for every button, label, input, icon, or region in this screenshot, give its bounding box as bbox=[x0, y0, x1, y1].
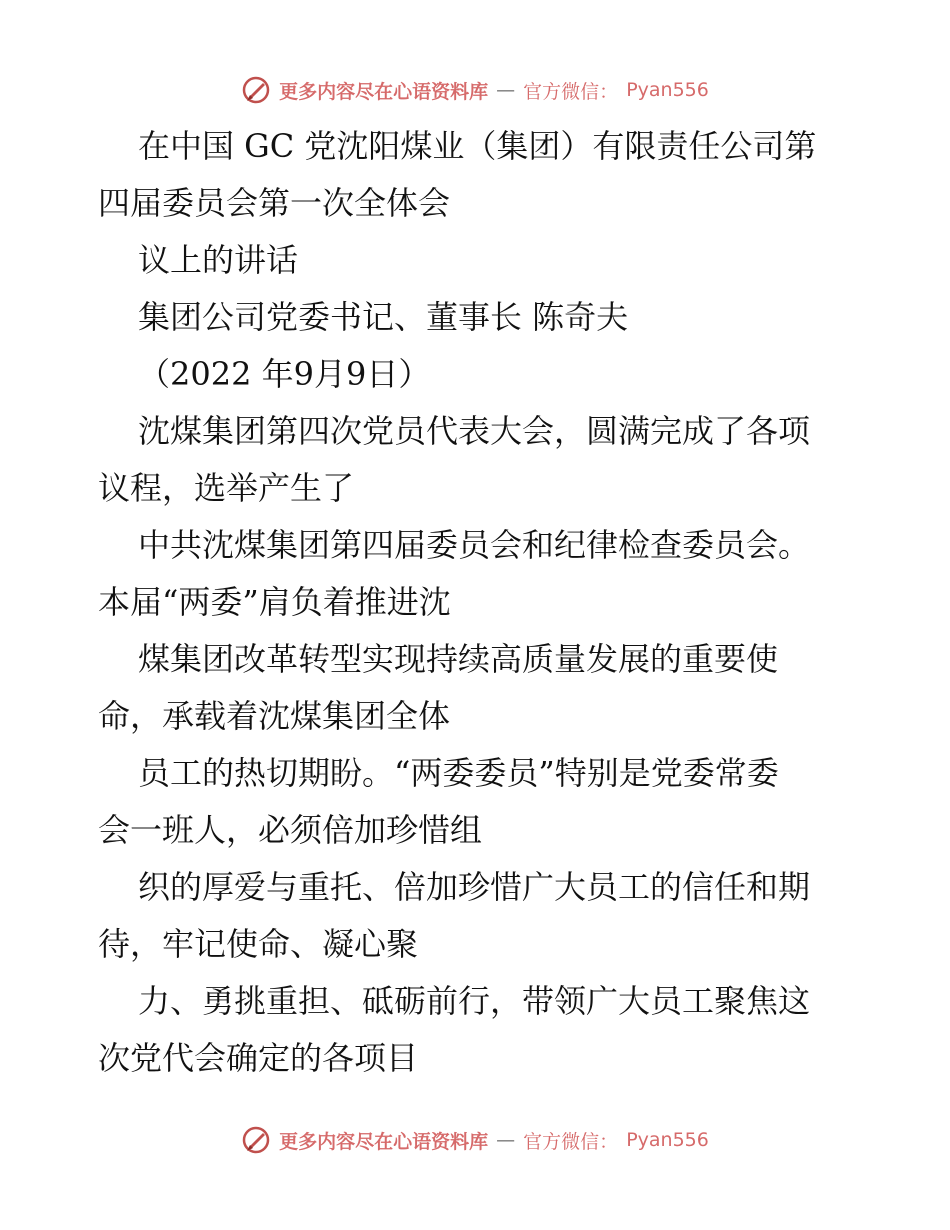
text-line: 织的厚爱与重托、倍加珍惜广大员工的信任和期 bbox=[138, 868, 811, 906]
text-line: 沈煤集团第四次党员代表大会，圆满完成了各项 bbox=[138, 412, 811, 450]
watermark-wechat-id: Pyan556 bbox=[626, 1129, 709, 1151]
document-body bbox=[98, 118, 858, 1087]
text-line: 在中国 GC 党沈阳煤业（集团）有限责任公司第 bbox=[138, 127, 817, 165]
watermark-separator: — bbox=[496, 79, 516, 101]
watermark-separator: — bbox=[496, 1129, 516, 1151]
text-line: 四届委员会第一次全体会 bbox=[98, 184, 451, 222]
text-line: 议上的讲话 bbox=[138, 241, 299, 279]
text-line: （2022 年9月9日） bbox=[138, 355, 431, 393]
watermark-wechat-label: 官方微信： bbox=[523, 1130, 619, 1153]
footer-watermark bbox=[0, 1120, 950, 1160]
watermark-wechat-label: 官方微信： bbox=[523, 80, 619, 103]
text-line: 集团公司党委书记、董事长 陈奇夫 bbox=[138, 298, 629, 336]
watermark-main-text: 更多内容尽在心语资料库 bbox=[279, 80, 489, 103]
text-line: 命，承载着沈煤集团全体 bbox=[98, 697, 451, 735]
pen-in-circle-logo-icon bbox=[241, 75, 271, 105]
pen-in-circle-logo-icon bbox=[241, 1125, 271, 1155]
text-line: 本届“两委”肩负着推进沈 bbox=[98, 583, 451, 621]
text-line: 中共沈煤集团第四届委员会和纪律检查委员会。 bbox=[138, 526, 811, 564]
text-line: 待，牢记使命、凝心聚 bbox=[98, 925, 419, 963]
text-line: 会一班人，必须倍加珍惜组 bbox=[98, 811, 483, 849]
text-line: 煤集团改革转型实现持续高质量发展的重要使 bbox=[138, 640, 779, 678]
text-line: 员工的热切期盼。“两委委员”特别是党委常委 bbox=[138, 754, 779, 792]
text-line: 力、勇挑重担、砥砺前行，带领广大员工聚焦这 bbox=[138, 982, 811, 1020]
text-line: 议程，选举产生了 bbox=[98, 469, 355, 507]
watermark-main-text: 更多内容尽在心语资料库 bbox=[279, 1130, 489, 1153]
watermark-wechat-id: Pyan556 bbox=[626, 79, 709, 101]
header-watermark bbox=[0, 70, 950, 110]
text-line: 次党代会确定的各项目 bbox=[98, 1039, 419, 1077]
